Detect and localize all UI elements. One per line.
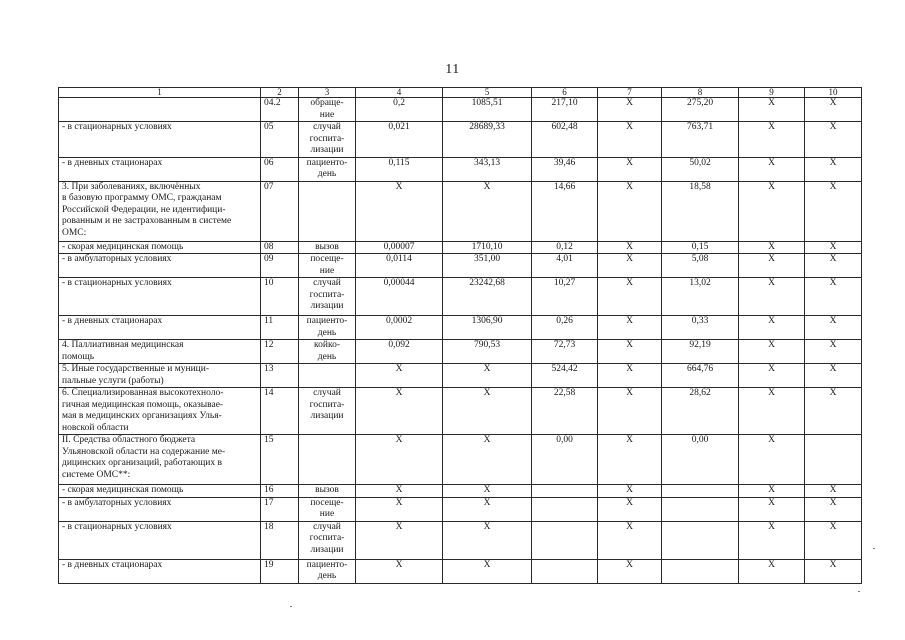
table-cell: X: [805, 241, 862, 254]
table-cell: 04.2: [261, 98, 299, 122]
table-cell: X: [598, 241, 662, 254]
scan-speck: [858, 591, 860, 592]
table-cell: 0,115: [356, 157, 443, 181]
table-cell: X: [805, 559, 862, 583]
table-cell: 11: [261, 316, 299, 340]
table-cell: посеще- ние: [299, 254, 356, 278]
table-cell: X: [739, 559, 805, 583]
table-cell: X: [805, 98, 862, 122]
table-cell: X: [356, 364, 443, 388]
table-cell: 0,33: [662, 316, 739, 340]
header-cell: 1: [59, 88, 261, 98]
table-cell: X: [598, 98, 662, 122]
table-cell: X: [739, 521, 805, 559]
table-cell: X: [805, 181, 862, 241]
table-cell: X: [443, 181, 532, 241]
table-cell: X: [356, 521, 443, 559]
table-cell: [805, 435, 862, 485]
table-cell: X: [598, 254, 662, 278]
table-cell: X: [805, 122, 862, 158]
table-cell: 92,19: [662, 340, 739, 364]
table-cell: X: [739, 316, 805, 340]
table-cell: случай госпита- лизации: [299, 278, 356, 316]
table-cell: X: [443, 497, 532, 521]
table-cell: X: [739, 388, 805, 435]
row-label: - в стационарных условиях: [59, 122, 261, 158]
header-cell: 7: [598, 88, 662, 98]
table-cell: 0,00007: [356, 241, 443, 254]
table-row: [59, 364, 862, 388]
table-row: [59, 98, 862, 122]
table-cell: 275,20: [662, 98, 739, 122]
table-cell: X: [805, 316, 862, 340]
table-cell: X: [739, 241, 805, 254]
table-cell: 07: [261, 181, 299, 241]
table-cell: X: [598, 435, 662, 485]
table-cell: X: [598, 340, 662, 364]
table-cell: 0,15: [662, 241, 739, 254]
table-cell: X: [739, 485, 805, 498]
table-cell: 0,092: [356, 340, 443, 364]
table-cell: вызов: [299, 241, 356, 254]
table-row: [59, 497, 862, 521]
table-row: [59, 521, 862, 559]
table-cell: пациенто- день: [299, 559, 356, 583]
table-row: [59, 435, 862, 485]
table-cell: X: [598, 364, 662, 388]
row-label: - скорая медицинская помощь: [59, 241, 261, 254]
table-cell: 0,00: [532, 435, 598, 485]
table-cell: 10: [261, 278, 299, 316]
table-cell: X: [805, 340, 862, 364]
table-cell: X: [598, 278, 662, 316]
table-cell: X: [598, 122, 662, 158]
table-cell: X: [598, 559, 662, 583]
table-cell: X: [598, 388, 662, 435]
table-cell: X: [598, 485, 662, 498]
table-cell: X: [356, 388, 443, 435]
row-label: 4. Паллиативная медицинская помощь: [59, 340, 261, 364]
table-cell: [532, 497, 598, 521]
table-cell: 790,53: [443, 340, 532, 364]
row-label: 6. Специализированная высокотехноло- гичная медицинская помощь, оказывае- мая в медицинских организациях Улья- новской области: [59, 388, 261, 435]
table-cell: 09: [261, 254, 299, 278]
table-cell: 0,021: [356, 122, 443, 158]
table-cell: X: [739, 497, 805, 521]
row-label: - в дневных стационарах: [59, 157, 261, 181]
row-label: - скорая медицинская помощь: [59, 485, 261, 498]
table-cell: [299, 364, 356, 388]
table-cell: X: [739, 122, 805, 158]
table-cell: X: [598, 316, 662, 340]
table-cell: 72,73: [532, 340, 598, 364]
table-cell: X: [443, 559, 532, 583]
table-cell: пациенто- день: [299, 316, 356, 340]
header-cell: 3: [299, 88, 356, 98]
table-row: [59, 559, 862, 583]
scan-speck: [873, 548, 875, 549]
table-cell: X: [739, 340, 805, 364]
table-cell: X: [805, 364, 862, 388]
table-cell: 18: [261, 521, 299, 559]
table-cell: 19: [261, 559, 299, 583]
table-row: [59, 122, 862, 158]
table-cell: 664,76: [662, 364, 739, 388]
header-cell: 8: [662, 88, 739, 98]
table-cell: 05: [261, 122, 299, 158]
table-cell: X: [356, 559, 443, 583]
table-cell: X: [356, 497, 443, 521]
table-cell: 343,13: [443, 157, 532, 181]
table-cell: 1710,10: [443, 241, 532, 254]
table-cell: X: [356, 181, 443, 241]
table-cell: [299, 181, 356, 241]
header-cell: 4: [356, 88, 443, 98]
table-cell: X: [598, 157, 662, 181]
table-cell: 13: [261, 364, 299, 388]
table-row: [59, 254, 862, 278]
table-cell: 15: [261, 435, 299, 485]
table-cell: 13,02: [662, 278, 739, 316]
table-cell: X: [356, 435, 443, 485]
row-label: - в дневных стационарах: [59, 316, 261, 340]
row-label: II. Средства областного бюджета Ульяновской области на содержание ме- дицинских организаций, работающих в системе ОМС**:: [59, 435, 261, 485]
table-row: [59, 241, 862, 254]
row-label: - в амбулаторных условиях: [59, 254, 261, 278]
table-cell: 0,12: [532, 241, 598, 254]
page-number: 11: [445, 62, 460, 77]
table-cell: X: [805, 157, 862, 181]
table-cell: 39,46: [532, 157, 598, 181]
table-cell: 602,48: [532, 122, 598, 158]
table-cell: [299, 435, 356, 485]
table-cell: X: [598, 181, 662, 241]
table-cell: X: [443, 485, 532, 498]
header-cell: 5: [443, 88, 532, 98]
table-cell: 16: [261, 485, 299, 498]
table-cell: 06: [261, 157, 299, 181]
row-label: - в амбулаторных условиях: [59, 497, 261, 521]
row-label: - в стационарных условиях: [59, 278, 261, 316]
table-cell: 5,08: [662, 254, 739, 278]
table-cell: [532, 559, 598, 583]
table-cell: 4,01: [532, 254, 598, 278]
table-cell: 28,62: [662, 388, 739, 435]
table-cell: X: [805, 497, 862, 521]
table-row: [59, 340, 862, 364]
table-cell: 0,0114: [356, 254, 443, 278]
table-cell: [662, 497, 739, 521]
table-cell: 1085,51: [443, 98, 532, 122]
scan-speck: [290, 606, 292, 607]
header-cell: 2: [261, 88, 299, 98]
table-cell: 12: [261, 340, 299, 364]
table-cell: X: [805, 254, 862, 278]
table-cell: 763,71: [662, 122, 739, 158]
table-cell: 1306,90: [443, 316, 532, 340]
table-cell: 08: [261, 241, 299, 254]
table-cell: X: [805, 278, 862, 316]
table-cell: 524,42: [532, 364, 598, 388]
table-cell: [532, 485, 598, 498]
table-cell: 0,2: [356, 98, 443, 122]
table-cell: 18,58: [662, 181, 739, 241]
row-label: 5. Иные государственные и муници- пальные услуги (работы): [59, 364, 261, 388]
table-row: [59, 278, 862, 316]
header-cell: 9: [739, 88, 805, 98]
table-cell: 351,00: [443, 254, 532, 278]
table-cell: 28689,33: [443, 122, 532, 158]
header-row: [59, 88, 862, 98]
budget-table: [58, 87, 862, 584]
table-row: [59, 316, 862, 340]
table-cell: 50,02: [662, 157, 739, 181]
row-label: - в стационарных условиях: [59, 521, 261, 559]
table-cell: X: [443, 521, 532, 559]
table-cell: пациенто- день: [299, 157, 356, 181]
table-cell: 217,10: [532, 98, 598, 122]
table-cell: вызов: [299, 485, 356, 498]
table-cell: X: [598, 521, 662, 559]
table-cell: 0,0002: [356, 316, 443, 340]
table-cell: 0,00: [662, 435, 739, 485]
table-cell: [662, 485, 739, 498]
table-row: [59, 157, 862, 181]
table-cell: X: [739, 435, 805, 485]
row-label: 3. При заболеваниях, включённых в базовую программу ОМС, гражданам Российской Федерации, не идентифици- рованным и не застрахованным в системе ОМС:: [59, 181, 261, 241]
table-cell: X: [739, 98, 805, 122]
table-cell: X: [739, 157, 805, 181]
table-cell: случай госпита- лизации: [299, 521, 356, 559]
table-cell: X: [443, 435, 532, 485]
table-cell: X: [443, 364, 532, 388]
table-cell: 23242,68: [443, 278, 532, 316]
table-cell: 22,58: [532, 388, 598, 435]
table-cell: обраще- ние: [299, 98, 356, 122]
table-cell: [662, 559, 739, 583]
table-row: [59, 388, 862, 435]
table-cell: посеще- ние: [299, 497, 356, 521]
table-cell: X: [805, 521, 862, 559]
table-cell: X: [739, 364, 805, 388]
table-cell: 0,00044: [356, 278, 443, 316]
table-cell: X: [805, 485, 862, 498]
table-cell: 10,27: [532, 278, 598, 316]
row-label: - в дневных стационарах: [59, 559, 261, 583]
header-cell: 10: [805, 88, 862, 98]
table-cell: X: [443, 388, 532, 435]
table-cell: случай госпита- лизации: [299, 122, 356, 158]
table-cell: 14,66: [532, 181, 598, 241]
table-cell: [662, 521, 739, 559]
table-cell: X: [356, 485, 443, 498]
table-cell: 0,26: [532, 316, 598, 340]
table-row: [59, 181, 862, 241]
table-cell: X: [739, 254, 805, 278]
header-cell: 6: [532, 88, 598, 98]
table-row: [59, 485, 862, 498]
row-label: [59, 98, 261, 122]
table-cell: койко- день: [299, 340, 356, 364]
table-cell: X: [739, 181, 805, 241]
table-cell: 14: [261, 388, 299, 435]
table-cell: 17: [261, 497, 299, 521]
table-cell: X: [805, 388, 862, 435]
table-cell: X: [739, 278, 805, 316]
table-cell: случай госпита- лизации: [299, 388, 356, 435]
table-cell: [532, 521, 598, 559]
table-cell: X: [598, 497, 662, 521]
